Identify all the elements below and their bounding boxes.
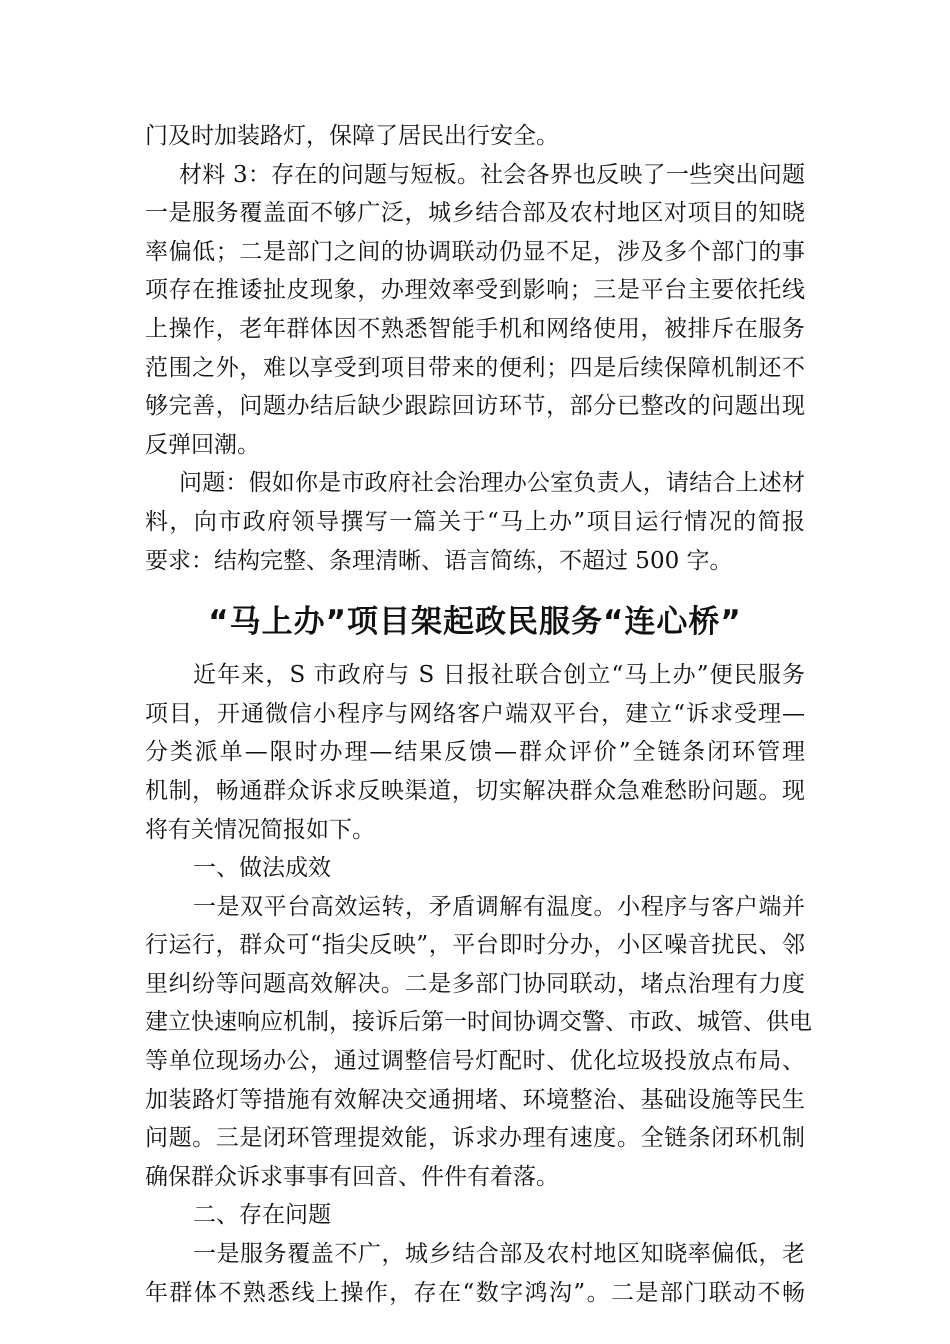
text-line: 里纠纷等问题高效解决。二是多部门协同联动，堵点治理有力度 <box>145 970 805 997</box>
text-line: 材料 3：存在的问题与短板。社会各界也反映了一些突出问题 <box>179 161 805 188</box>
text-line: 率偏低；二是部门之间的协调联动仍显不足，涉及多个部门的事 <box>145 238 805 265</box>
text-line: 门及时加装路灯，保障了居民出行安全。 <box>145 123 559 149</box>
text-line: 问题：假如你是市政府社会治理办公室负责人，请结合上述材 <box>179 470 805 497</box>
text-line: 行运行，群众可“指尖反映”，平台即时分办，小区噪音扰民、邻 <box>145 932 805 959</box>
text-line: 近年来，S 市政府与 S 日报社联合创立“马上办”便民服务 <box>193 662 805 689</box>
text-line: 机制，畅通群众诉求反映渠道，切实解决群众急难愁盼问题。现 <box>145 777 805 804</box>
text-line: 一是双平台高效运转，矛盾调解有温度。小程序与客户端并 <box>193 893 805 920</box>
text-line: 料，向市政府领导撰写一篇关于“马上办”项目运行情况的简报 <box>145 508 805 535</box>
report-section-results <box>145 888 812 1197</box>
text-line: 加装路灯等措施有效解决交通拥堵、环境整治、基础设施等民生 <box>145 1086 805 1113</box>
text-line: 项目，开通微信小程序与网络客户端双平台，建立“诉求受理— <box>145 700 805 727</box>
report-section-problems <box>145 1235 805 1312</box>
text-line: 一是服务覆盖不广，城乡结合部及农村地区知晓率偏低，老 <box>193 1241 805 1268</box>
text-line: 够完善，问题办结后缺少跟踪回访环节，部分已整改的问题出现 <box>145 393 805 420</box>
text-line: 上操作，老年群体因不熟悉智能手机和网络使用，被排斥在服务 <box>145 315 805 342</box>
report-title: “马上办”项目架起政民服务“连心桥” <box>208 604 742 641</box>
text-line: 反弹回潮。 <box>145 431 260 458</box>
text-line: 年群体不熟悉线上操作，存在“数字鸿沟”。二是部门联动不畅 <box>145 1279 805 1306</box>
section-heading-problems: 二、存在问题 <box>193 1202 331 1229</box>
text-line: 等单位现场办公，通过调整信号灯配时、优化垃圾投放点布局、 <box>145 1048 805 1075</box>
document-page <box>145 117 812 1312</box>
text-line: 分类派单—限时办理—结果反馈—群众评价”全链条闭环管理 <box>145 739 805 766</box>
section-heading-results: 一、做法成效 <box>193 855 331 882</box>
text-line: 问题。三是闭环管理提效能，诉求办理有速度。全链条闭环机制 <box>145 1125 805 1152</box>
text-line: 项存在推诿扯皮现象，办理效率受到影响；三是平台主要依托线 <box>145 277 805 304</box>
text-line: 要求：结构完整、条理清晰、语言简练，不超过 500 字。 <box>145 547 733 574</box>
text-line: 确保群众诉求事事有回音、件件有着落。 <box>145 1163 559 1190</box>
text-line: 建立快速响应机制，接诉后第一时间协调交警、市政、城管、供电 <box>145 1009 812 1036</box>
material-3-block <box>145 117 805 464</box>
report-intro <box>145 656 805 849</box>
text-line: 范围之外，难以享受到项目带来的便利；四是后续保障机制还不 <box>145 354 805 381</box>
question-block <box>145 464 805 580</box>
text-line: 一是服务覆盖面不够广泛，城乡结合部及农村地区对项目的知晓 <box>145 200 805 227</box>
text-line: 将有关情况简报如下。 <box>145 816 375 843</box>
